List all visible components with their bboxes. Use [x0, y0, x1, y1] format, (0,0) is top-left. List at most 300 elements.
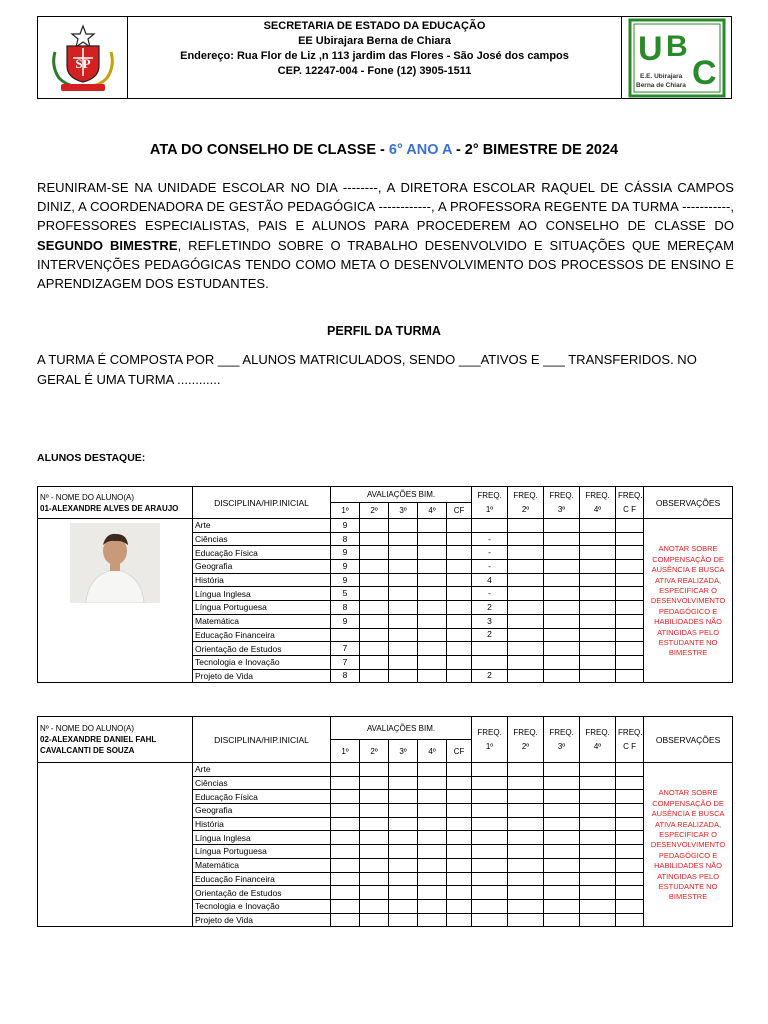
grade-cell[interactable] — [447, 763, 472, 777]
grade-cell[interactable] — [418, 532, 447, 546]
grade-cell[interactable] — [360, 655, 389, 669]
grade-cell[interactable] — [389, 519, 418, 533]
grade-cell[interactable] — [418, 614, 447, 628]
discipline-header: DISCIPLINA/HIP.INICIAL — [193, 487, 331, 519]
name-col-label: Nº - NOME DO ALUNO(A) — [40, 724, 135, 733]
grade-cell[interactable] — [418, 601, 447, 615]
grade-b1[interactable] — [331, 817, 360, 831]
freq-cell[interactable] — [580, 845, 616, 859]
grade-cell[interactable] — [360, 776, 389, 790]
eval-b2-header: 2º — [360, 503, 389, 519]
grade-b1[interactable]: 8 — [331, 601, 360, 615]
grade-b1[interactable] — [331, 790, 360, 804]
freq-cell[interactable] — [544, 817, 580, 831]
grade-cell[interactable] — [389, 532, 418, 546]
grade-b1[interactable]: 9 — [331, 519, 360, 533]
subject-name: Geografia — [193, 560, 331, 574]
grade-cell[interactable] — [447, 669, 472, 683]
grade-b1[interactable]: 9 — [331, 573, 360, 587]
freq-1[interactable] — [472, 886, 508, 900]
grade-cell[interactable] — [447, 546, 472, 560]
grade-cell[interactable] — [447, 804, 472, 818]
grade-cell[interactable] — [447, 614, 472, 628]
freq-cell[interactable] — [508, 601, 544, 615]
grade-cell[interactable] — [360, 546, 389, 560]
freq-1[interactable] — [472, 913, 508, 927]
freq-cell[interactable] — [580, 642, 616, 656]
grade-cell[interactable] — [360, 614, 389, 628]
freq-cell[interactable] — [580, 669, 616, 683]
freq-1[interactable] — [472, 845, 508, 859]
grade-cell[interactable] — [389, 669, 418, 683]
grade-cell[interactable] — [418, 913, 447, 927]
freq-cell[interactable] — [544, 831, 580, 845]
subject-name: Matemática — [193, 858, 331, 872]
sp-coat-of-arms-logo — [38, 17, 128, 98]
freq-1[interactable] — [472, 872, 508, 886]
subject-name: Língua Portuguesa — [193, 845, 331, 859]
freq-cell[interactable] — [544, 601, 580, 615]
grade-cell[interactable] — [360, 601, 389, 615]
grade-cell[interactable] — [389, 899, 418, 913]
freq-1[interactable]: - — [472, 587, 508, 601]
freq-cell[interactable] — [616, 628, 644, 642]
eval-b2-header: 2º — [360, 740, 389, 763]
student-photo — [40, 523, 190, 605]
grade-cell[interactable] — [389, 845, 418, 859]
school-name-line: EE Ubirajara Berna de Chiara — [298, 35, 451, 47]
freq-cell[interactable] — [508, 560, 544, 574]
freq-cell[interactable] — [616, 804, 644, 818]
grade-cell[interactable] — [389, 858, 418, 872]
freq-cell[interactable] — [580, 763, 616, 777]
subject-name: Matemática — [193, 614, 331, 628]
grade-cell[interactable] — [389, 560, 418, 574]
grade-cell[interactable] — [447, 587, 472, 601]
freq-cell[interactable] — [580, 913, 616, 927]
freq-cell[interactable] — [616, 546, 644, 560]
grade-cell[interactable] — [360, 587, 389, 601]
grade-cell[interactable] — [418, 655, 447, 669]
grade-cell[interactable] — [418, 519, 447, 533]
contact-line: CEP. 12247-004 - Fone (12) 3905-1511 — [277, 65, 472, 77]
grade-b1[interactable] — [331, 776, 360, 790]
freq-1[interactable] — [472, 831, 508, 845]
subject-name: Projeto de Vida — [193, 669, 331, 683]
freq-cell[interactable] — [580, 655, 616, 669]
freq-1[interactable]: 3 — [472, 614, 508, 628]
freq-cell[interactable] — [508, 573, 544, 587]
subject-name: Ciências — [193, 532, 331, 546]
grade-cell[interactable] — [360, 532, 389, 546]
grade-cell[interactable] — [389, 614, 418, 628]
grade-cell[interactable] — [389, 817, 418, 831]
freq-cell[interactable] — [508, 776, 544, 790]
freq-1[interactable] — [472, 817, 508, 831]
freq-cell[interactable] — [508, 913, 544, 927]
freq-cell[interactable] — [580, 532, 616, 546]
freq-cell[interactable] — [616, 587, 644, 601]
freq-cell[interactable] — [544, 587, 580, 601]
secretaria-line: SECRETARIA DE ESTADO DA EDUCAÇÃO — [263, 20, 486, 32]
freq-label: FREQ. — [477, 490, 502, 500]
grade-cell[interactable] — [389, 790, 418, 804]
freq-cell[interactable] — [544, 573, 580, 587]
freq-cell[interactable] — [616, 913, 644, 927]
freq-cell[interactable] — [616, 601, 644, 615]
freq-cell[interactable] — [508, 858, 544, 872]
freq-cell[interactable] — [544, 858, 580, 872]
featured-students-label: ALUNOS DESTAQUE: — [37, 452, 146, 464]
freq-cell[interactable] — [544, 899, 580, 913]
grade-cell[interactable] — [389, 546, 418, 560]
subject-name: Educação Física — [193, 790, 331, 804]
freq-cell[interactable] — [508, 845, 544, 859]
freq-cell[interactable] — [580, 886, 616, 900]
student-photo-cell — [38, 519, 193, 683]
grade-cell[interactable] — [360, 899, 389, 913]
grade-cell[interactable] — [418, 790, 447, 804]
grade-b1[interactable]: 9 — [331, 560, 360, 574]
freq-cell[interactable] — [580, 831, 616, 845]
class-name: 6° ANO A — [388, 142, 452, 158]
freq-cell[interactable] — [616, 532, 644, 546]
evaluations-header: AVALIAÇÕES BIM. — [331, 717, 472, 740]
grade-cell[interactable] — [418, 587, 447, 601]
grade-cell[interactable] — [447, 831, 472, 845]
eval-b4-header: 4º — [418, 503, 447, 519]
svg-text:SP: SP — [74, 55, 91, 71]
freq-header-1 — [472, 487, 508, 519]
freq-1[interactable]: 4 — [472, 573, 508, 587]
freq-1[interactable]: 2 — [472, 628, 508, 642]
grade-b1[interactable] — [331, 831, 360, 845]
grade-cell[interactable] — [418, 573, 447, 587]
grade-cell[interactable] — [447, 913, 472, 927]
freq-cell[interactable] — [580, 519, 616, 533]
grade-cell[interactable] — [418, 831, 447, 845]
freq-cell[interactable] — [544, 790, 580, 804]
grade-cell[interactable] — [447, 899, 472, 913]
grade-cell[interactable] — [447, 560, 472, 574]
freq-cell[interactable] — [580, 858, 616, 872]
intro-paragraph: REUNIRAM-SE NA UNIDADE ESCOLAR NO DIA --------, A DIRETORA ESCOLAR RAQUEL DE CÁSSIA CAMPOS DINIZ, A COORDENADORA DE GESTÃO PEDAGÓGICA ------------, A PROFESSORA REGENTE DA TURMA -----------, PROFESSORES ESPECIALISTAS, PAIS E ALUNOS PARA PROCEDEREM AO CONSELHO DE CLASSE DO SEGUNDO BIMESTRE, REFLETINDO SOBRE O TRABALHO DESENVOLVIDO E SITUAÇÕES QUE MEREÇAM INTERVENÇÕES PEDAGÓGICAS TENDO COMO META O DESENVOLVIMENTO DOS PROCESSOS DE ENSINO E APRENDIZAGEM DOS ESTUDANTES. — [37, 180, 734, 292]
grade-cell[interactable] — [447, 845, 472, 859]
grade-b1[interactable] — [331, 858, 360, 872]
freq-cell[interactable] — [508, 763, 544, 777]
observations-header: OBSERVAÇÕES — [644, 717, 733, 763]
table-row — [38, 519, 733, 533]
grade-cell[interactable] — [418, 776, 447, 790]
freq-cell[interactable] — [616, 642, 644, 656]
grade-cell[interactable] — [447, 776, 472, 790]
grade-b1[interactable] — [331, 886, 360, 900]
student-table — [37, 716, 733, 927]
grade-cell[interactable] — [447, 858, 472, 872]
freq-header-4 — [580, 487, 616, 519]
freq-cell[interactable] — [616, 845, 644, 859]
grade-cell[interactable] — [389, 628, 418, 642]
discipline-header: DISCIPLINA/HIP.INICIAL — [193, 717, 331, 763]
grade-cell[interactable] — [418, 763, 447, 777]
grade-cell[interactable] — [360, 790, 389, 804]
freq-1[interactable] — [472, 899, 508, 913]
freq-cell[interactable] — [580, 560, 616, 574]
freq-cell[interactable] — [544, 886, 580, 900]
freq-header-2 — [508, 717, 544, 763]
grade-cell[interactable] — [447, 817, 472, 831]
freq-cell[interactable] — [544, 546, 580, 560]
freq-cell[interactable] — [616, 573, 644, 587]
grade-cell[interactable] — [447, 573, 472, 587]
grade-b1[interactable]: 7 — [331, 642, 360, 656]
grade-cell[interactable] — [389, 642, 418, 656]
freq-cell[interactable] — [616, 519, 644, 533]
grade-cell[interactable] — [418, 560, 447, 574]
grade-b1[interactable]: 9 — [331, 614, 360, 628]
subject-name: História — [193, 817, 331, 831]
grade-cell[interactable] — [360, 886, 389, 900]
freq-1[interactable]: - — [472, 560, 508, 574]
grade-cell[interactable] — [389, 601, 418, 615]
grade-cell[interactable] — [418, 628, 447, 642]
grade-b1[interactable] — [331, 804, 360, 818]
freq-cell[interactable] — [508, 669, 544, 683]
freq-cell[interactable] — [508, 546, 544, 560]
freq-period: 4º — [593, 504, 602, 514]
freq-cell[interactable] — [544, 642, 580, 656]
freq-cell[interactable] — [508, 655, 544, 669]
grade-b1[interactable]: 5 — [331, 587, 360, 601]
grade-b1[interactable]: 7 — [331, 655, 360, 669]
freq-cell[interactable] — [616, 886, 644, 900]
freq-label: FREQ. — [618, 727, 643, 737]
freq-header-1 — [472, 717, 508, 763]
freq-cell[interactable] — [544, 872, 580, 886]
freq-cell[interactable] — [616, 655, 644, 669]
subject-name: Orientação de Estudos — [193, 642, 331, 656]
freq-cell[interactable] — [544, 845, 580, 859]
subject-name: História — [193, 573, 331, 587]
freq-cell[interactable] — [580, 899, 616, 913]
grade-cell[interactable] — [418, 546, 447, 560]
freq-header-2 — [508, 487, 544, 519]
grade-b1[interactable]: 8 — [331, 532, 360, 546]
grade-cell[interactable] — [447, 655, 472, 669]
freq-cell[interactable] — [508, 899, 544, 913]
freq-header-5 — [616, 487, 644, 519]
grade-cell[interactable] — [447, 642, 472, 656]
grade-cell[interactable] — [389, 763, 418, 777]
freq-cell[interactable] — [616, 763, 644, 777]
grade-cell[interactable] — [360, 519, 389, 533]
freq-1[interactable]: - — [472, 532, 508, 546]
freq-cell[interactable] — [580, 790, 616, 804]
grade-b1[interactable] — [331, 628, 360, 642]
freq-cell[interactable] — [580, 614, 616, 628]
freq-cell[interactable] — [544, 614, 580, 628]
grade-cell[interactable] — [447, 790, 472, 804]
eval-cf-header: CF — [447, 503, 472, 519]
freq-cell[interactable] — [508, 790, 544, 804]
grade-cell[interactable] — [360, 913, 389, 927]
freq-cell[interactable] — [580, 573, 616, 587]
freq-cell[interactable] — [508, 831, 544, 845]
logo-c: C — [691, 53, 717, 92]
grade-cell[interactable] — [447, 872, 472, 886]
grade-cell[interactable] — [389, 776, 418, 790]
grade-cell[interactable] — [389, 655, 418, 669]
eval-b3-header: 3º — [389, 503, 418, 519]
freq-1[interactable] — [472, 804, 508, 818]
grade-b1[interactable]: 9 — [331, 546, 360, 560]
grade-cell[interactable] — [360, 831, 389, 845]
grade-cell[interactable] — [389, 913, 418, 927]
grade-b1[interactable] — [331, 845, 360, 859]
freq-cell[interactable] — [508, 614, 544, 628]
freq-period: 2º — [521, 504, 530, 514]
freq-1[interactable] — [472, 519, 508, 533]
grade-cell[interactable] — [389, 886, 418, 900]
observation-note[interactable]: ANOTAR SOBRE COMPENSAÇÃO DE AUSÊNCIA E BUSCA ATIVA REALIZADA, ESPECIFICAR O DESENVOLVIMENTO PEDAGÓGICO E HABILIDADES NÃO ATINGIDAS PELO ESTUDANTE NO BIMESTRE — [644, 763, 733, 927]
grade-cell[interactable] — [360, 669, 389, 683]
table-row — [38, 763, 733, 777]
freq-cell[interactable] — [544, 532, 580, 546]
grade-cell[interactable] — [418, 845, 447, 859]
grade-cell[interactable] — [418, 899, 447, 913]
freq-cell[interactable] — [616, 858, 644, 872]
freq-period: 4º — [593, 741, 602, 751]
freq-1[interactable]: - — [472, 546, 508, 560]
freq-cell[interactable] — [508, 804, 544, 818]
grade-cell[interactable] — [447, 628, 472, 642]
freq-cell[interactable] — [616, 872, 644, 886]
freq-cell[interactable] — [580, 601, 616, 615]
grade-cell[interactable] — [418, 804, 447, 818]
freq-cell[interactable] — [544, 519, 580, 533]
grade-cell[interactable] — [360, 872, 389, 886]
freq-label: FREQ. — [585, 727, 610, 737]
freq-1[interactable] — [472, 776, 508, 790]
freq-1[interactable] — [472, 655, 508, 669]
freq-cell[interactable] — [508, 587, 544, 601]
freq-cell[interactable] — [580, 776, 616, 790]
grade-b1[interactable] — [331, 763, 360, 777]
freq-cell[interactable] — [544, 628, 580, 642]
grade-cell[interactable] — [418, 669, 447, 683]
eval-b3-header: 3º — [389, 740, 418, 763]
freq-cell[interactable] — [544, 776, 580, 790]
freq-cell[interactable] — [616, 899, 644, 913]
grade-cell[interactable] — [389, 587, 418, 601]
subject-name: Arte — [193, 519, 331, 533]
freq-cell[interactable] — [544, 560, 580, 574]
grade-cell[interactable] — [389, 804, 418, 818]
freq-cell[interactable] — [580, 546, 616, 560]
grade-cell[interactable] — [360, 573, 389, 587]
freq-label: FREQ. — [549, 727, 574, 737]
freq-cell[interactable] — [616, 560, 644, 574]
grade-cell[interactable] — [418, 642, 447, 656]
grade-cell[interactable] — [389, 831, 418, 845]
freq-cell[interactable] — [580, 628, 616, 642]
freq-cell[interactable] — [544, 763, 580, 777]
freq-cell[interactable] — [580, 587, 616, 601]
freq-1[interactable] — [472, 642, 508, 656]
observation-note[interactable]: ANOTAR SOBRE COMPENSAÇÃO DE AUSÊNCIA E BUSCA ATIVA REALIZADA, ESPECIFICAR O DESENVOLVIMENTO PEDAGÓGICO E HABILIDADES NÃO ATINGIDAS PELO ESTUDANTE NO BIMESTRE — [644, 519, 733, 683]
freq-cell[interactable] — [616, 776, 644, 790]
grade-cell[interactable] — [360, 628, 389, 642]
profile-title: PERFIL DA TURMA — [327, 324, 441, 338]
freq-cell[interactable] — [544, 804, 580, 818]
freq-cell[interactable] — [508, 642, 544, 656]
freq-cell[interactable] — [544, 669, 580, 683]
grade-cell[interactable] — [418, 872, 447, 886]
freq-cell[interactable] — [616, 790, 644, 804]
freq-period: 3º — [557, 504, 566, 514]
freq-1[interactable] — [472, 790, 508, 804]
freq-cell[interactable] — [616, 817, 644, 831]
freq-cell[interactable] — [616, 831, 644, 845]
freq-cell[interactable] — [508, 628, 544, 642]
grade-cell[interactable] — [360, 845, 389, 859]
freq-cell[interactable] — [616, 614, 644, 628]
freq-label: FREQ. — [618, 490, 643, 500]
grade-cell[interactable] — [447, 886, 472, 900]
grade-b1[interactable] — [331, 913, 360, 927]
grade-cell[interactable] — [447, 519, 472, 533]
name-col-label: Nº - NOME DO ALUNO(A) — [40, 492, 135, 502]
freq-cell[interactable] — [508, 872, 544, 886]
freq-cell[interactable] — [580, 872, 616, 886]
grade-b1[interactable] — [331, 899, 360, 913]
grade-cell[interactable] — [360, 817, 389, 831]
grade-cell[interactable] — [360, 804, 389, 818]
grade-b1[interactable]: 8 — [331, 669, 360, 683]
freq-cell[interactable] — [544, 655, 580, 669]
freq-cell[interactable] — [508, 519, 544, 533]
grade-cell[interactable] — [418, 817, 447, 831]
grade-cell[interactable] — [360, 763, 389, 777]
grade-cell[interactable] — [447, 601, 472, 615]
freq-cell[interactable] — [616, 669, 644, 683]
freq-cell[interactable] — [508, 886, 544, 900]
freq-cell[interactable] — [580, 817, 616, 831]
freq-cell[interactable] — [544, 913, 580, 927]
freq-cell[interactable] — [580, 804, 616, 818]
freq-1[interactable] — [472, 763, 508, 777]
grade-cell[interactable] — [389, 573, 418, 587]
freq-period: C F — [623, 504, 636, 514]
logo-u: U — [637, 29, 663, 68]
address-line: Endereço: Rua Flor de Liz ,n 113 jardim das Flores - São José dos campos — [180, 50, 569, 62]
svg-text:E.E. Ubirajara: E.E. Ubirajara — [639, 72, 682, 80]
grade-b1[interactable] — [331, 872, 360, 886]
grade-cell[interactable] — [360, 858, 389, 872]
freq-1[interactable]: 2 — [472, 601, 508, 615]
grade-cell[interactable] — [418, 886, 447, 900]
grade-cell[interactable] — [447, 532, 472, 546]
freq-cell[interactable] — [508, 817, 544, 831]
grade-cell[interactable] — [389, 872, 418, 886]
freq-1[interactable]: 2 — [472, 669, 508, 683]
freq-label: FREQ. — [513, 490, 538, 500]
grade-cell[interactable] — [418, 858, 447, 872]
grade-cell[interactable] — [360, 560, 389, 574]
freq-1[interactable] — [472, 858, 508, 872]
grade-cell[interactable] — [360, 642, 389, 656]
freq-cell[interactable] — [508, 532, 544, 546]
